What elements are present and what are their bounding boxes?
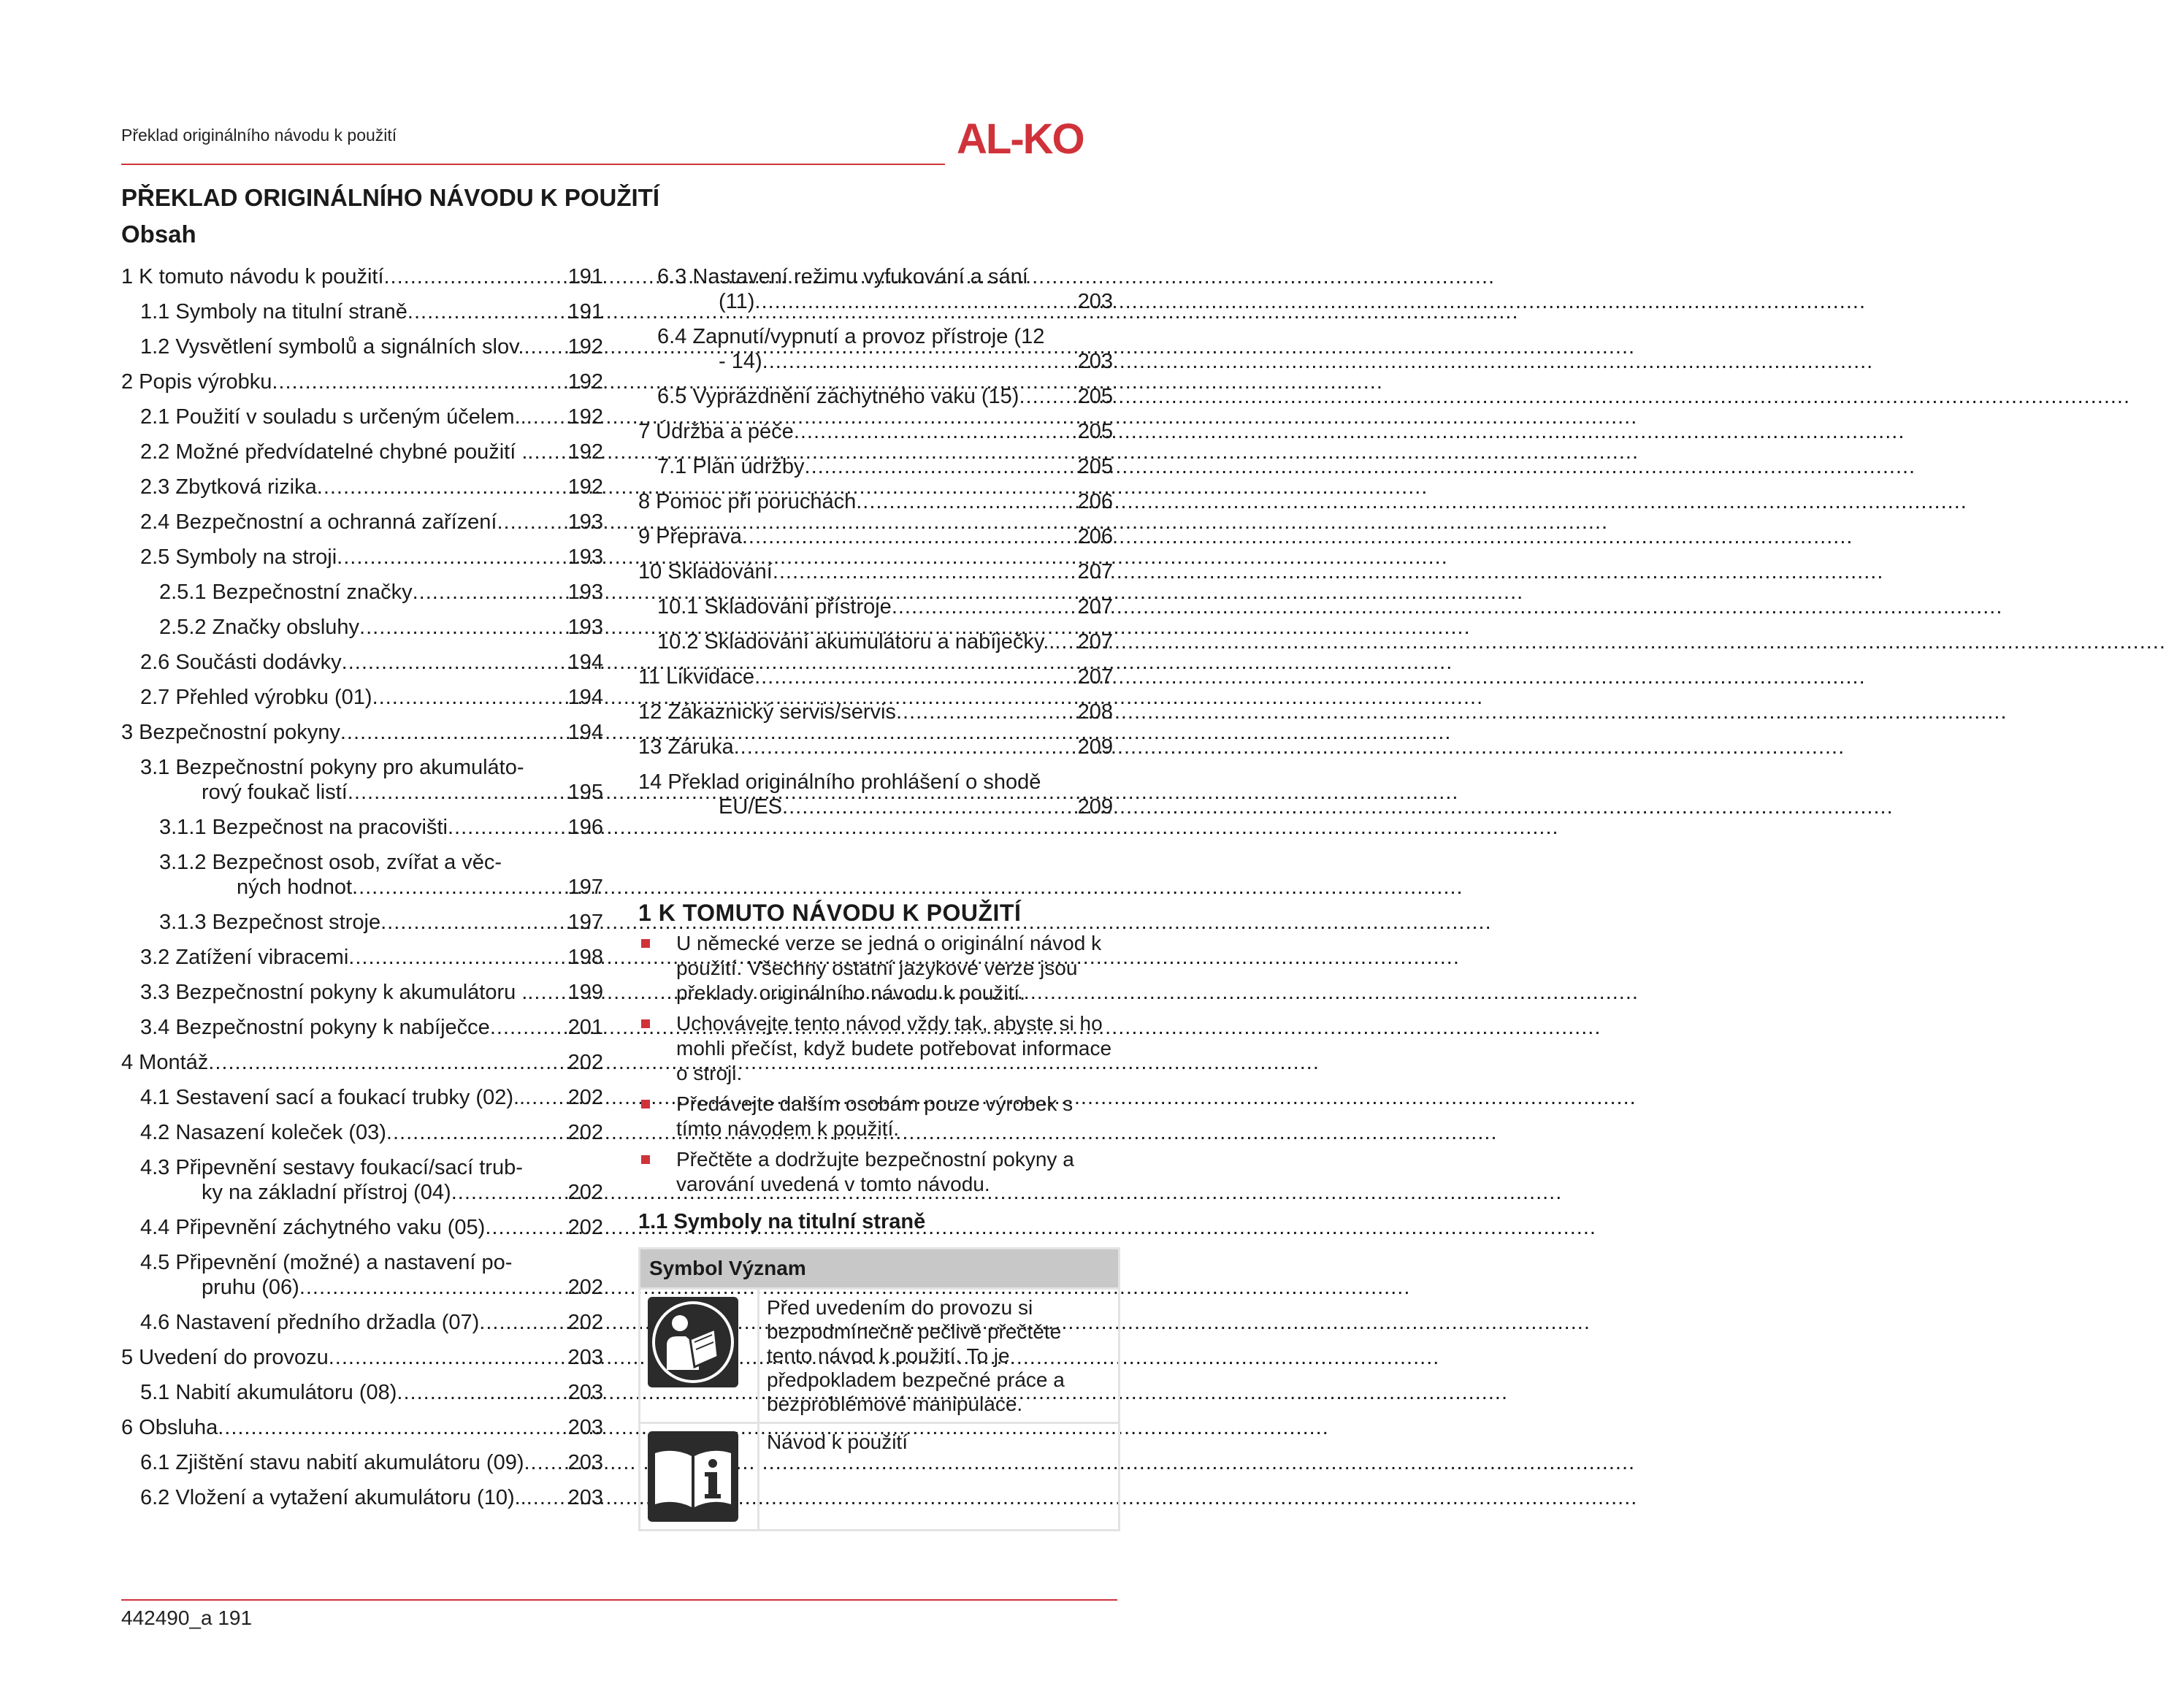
toc-page-number: 193: [567, 510, 603, 534]
toc-entry-label: 3 Bezpečnostní pokyny: [121, 721, 340, 744]
toc-entry[interactable]: [638, 384, 1113, 409]
toc-leader: [208, 1050, 567, 1075]
toc-leader: [754, 665, 1078, 689]
toc-page-number: 194: [567, 721, 603, 744]
toc-entry[interactable]: [121, 1380, 603, 1405]
toc-leader: [413, 580, 568, 605]
toc-entry-label: 9 Přeprava: [638, 525, 742, 548]
toc-entry-label: 4.3 Připevnění sestavy foukací/sací trub-: [140, 1156, 523, 1179]
toc-leader: [272, 369, 567, 394]
toc-entry-label: ky na základní přístroj (04): [202, 1181, 451, 1204]
toc-page-number: 205: [1077, 455, 1113, 478]
meaning-cell: Návod k použití: [759, 1423, 1120, 1531]
toc-entry-label: 3.4 Bezpečnostní pokyny k nabíječce: [140, 1016, 490, 1039]
toc-entry[interactable]: [638, 324, 1113, 374]
toc-leader: [1019, 384, 1077, 409]
toc-leader: [218, 1415, 567, 1440]
toc-entry[interactable]: [121, 980, 603, 1005]
toc-page-number: 203: [567, 1486, 603, 1509]
toc-entry-label: 3.1.1 Bezpečnost na pracovišti: [159, 816, 448, 839]
toc-entry-label: 8 Pomoc při poruchách: [638, 490, 857, 513]
toc-leader: [359, 615, 568, 640]
toc-entry-label: 6.2 Vložení a vytažení akumulátoru (10)..: [140, 1486, 527, 1509]
toc-leader: [352, 875, 568, 900]
toc-entry[interactable]: [121, 755, 603, 805]
toc-page-number: 205: [1077, 385, 1113, 408]
toc-leader: [342, 650, 568, 675]
toc-page-number: 207: [1077, 560, 1113, 583]
toc-entry-label: 3.3 Bezpečnostní pokyny k akumulátoru .: [140, 981, 528, 1004]
toc-leader: [527, 1485, 568, 1510]
toc-page-number: 194: [567, 651, 603, 674]
toc-entry-label: 2 Popis výrobku: [121, 370, 272, 394]
toc-entry-label: 1 K tomuto návodu k použití: [121, 265, 384, 288]
toc-page-number: 192: [567, 405, 603, 429]
toc-entry-label: 1.2 Vysvětlení symbolů a signálních slov.: [140, 335, 524, 359]
page-footer: [121, 1606, 252, 1630]
toc-entry[interactable]: [121, 334, 603, 359]
toc-leader: [397, 1380, 567, 1405]
bullet-item: Uchovávejte tento návod vždy tak, abyste si ho mohli přečíst, když budete potřebovat informace o stroji.: [638, 1011, 1120, 1086]
toc-page-number: 202: [567, 1216, 603, 1239]
read-manual-icon: [648, 1297, 738, 1387]
toc-page-number: 194: [567, 686, 603, 709]
toc-entry-label: 4 Montáž: [121, 1051, 209, 1074]
toc-entry[interactable]: [121, 945, 603, 970]
toc-page-number: 203: [567, 1451, 603, 1474]
toc-leader: [386, 1120, 568, 1145]
toc-page-number: 192: [567, 475, 603, 499]
bullet-square-icon: [641, 1100, 650, 1108]
symbol-table: [638, 1247, 1120, 1531]
bullet-square-icon: [641, 1019, 650, 1028]
toc-entry[interactable]: [638, 735, 1113, 759]
toc-entry-label: 2.7 Přehled výrobku (01): [140, 686, 372, 709]
toc-page-number: 208: [1077, 700, 1113, 724]
toc-entry[interactable]: [121, 1085, 603, 1110]
toc-entry[interactable]: [121, 299, 603, 324]
doc-number: 442490_a: [121, 1606, 213, 1629]
toc-page-number: 206: [1077, 490, 1113, 513]
toc-page-number: 209: [1077, 735, 1113, 759]
toc-entry-label: 2.3 Zbytková rizika: [140, 475, 317, 499]
table-header: Symbol Význam: [640, 1249, 1120, 1289]
toc-leader: [348, 780, 568, 805]
table-row: [640, 1289, 1120, 1423]
toc-entry[interactable]: [121, 1050, 603, 1075]
toc-entry-label: 3.1.3 Bezpečnost stroje: [159, 911, 381, 934]
toc-entry[interactable]: [121, 815, 603, 840]
bullet-list: [638, 931, 1120, 1197]
toc-entry[interactable]: [121, 264, 603, 289]
toc-page-number: 192: [567, 440, 603, 464]
toc-page-number: 197: [567, 911, 603, 934]
toc-entry-label: 1.1 Symboly na titulní straně: [140, 300, 407, 323]
toc-page-number: 198: [567, 946, 603, 969]
subsection-heading: 1.1 Symboly na titulní straně: [638, 1210, 926, 1233]
page-number: 191: [218, 1606, 253, 1629]
footer-rule: [121, 1599, 1117, 1601]
toc-entry[interactable]: [121, 910, 603, 935]
toc-entry-label: ných hodnot: [237, 876, 353, 899]
toc-entry-label: 2.5 Symboly na stroji: [140, 545, 337, 569]
toc-page-number: 202: [567, 1311, 603, 1334]
toc-entry[interactable]: [638, 559, 1113, 584]
toc-page-number: 206: [1077, 525, 1113, 548]
toc-leader: [805, 454, 1078, 479]
toc-entry[interactable]: [121, 685, 603, 710]
toc-entry[interactable]: [121, 1155, 603, 1205]
toc-entry-label: 13 Záruka: [638, 735, 734, 759]
toc-entry[interactable]: [638, 770, 1113, 819]
toc-page-number: 191: [567, 300, 603, 323]
toc-entry-label: 2.4 Bezpečnostní a ochranná zařízení: [140, 510, 497, 534]
toc-entry[interactable]: [121, 580, 603, 605]
toc-entry-label: EU/ES: [719, 795, 783, 819]
toc-leader: [497, 510, 567, 535]
toc-entry[interactable]: [121, 850, 603, 900]
toc-entry[interactable]: [121, 405, 603, 429]
toc-entry-label: 11 Likvidace: [638, 665, 755, 689]
toc-leader: [384, 264, 568, 289]
bullet-item: U německé verze se jedná o originální návod k použití. Všechny ostatní jazykové verze jsou překlady originálního návodu k použití.: [638, 931, 1120, 1006]
toc-entry-label: pruhu (06): [202, 1276, 299, 1299]
toc-entry-label: (11): [719, 290, 755, 313]
table-header-row: [640, 1249, 1120, 1289]
toc-entry[interactable]: [121, 545, 603, 570]
toc-entry-label: 3.2 Zatížení vibracemi: [140, 946, 349, 969]
toc-leader: [782, 794, 1078, 819]
symbol-cell: [640, 1423, 759, 1531]
toc-entry-label: 7 Údržba a péče: [638, 420, 794, 443]
toc-leader: [754, 289, 1077, 314]
toc-page-number: 202: [567, 1086, 603, 1109]
toc-entry-label: 4.5 Připevnění (možné) a nastavení po-: [140, 1251, 513, 1274]
toc-leader: [448, 815, 568, 840]
toc-entry-label: 14 Překlad originálního prohlášení o shodě: [638, 770, 1041, 794]
toc-page-number: 203: [567, 1416, 603, 1439]
toc-entry[interactable]: [638, 524, 1113, 549]
toc-entry[interactable]: [121, 1015, 603, 1040]
toc-page-number: 207: [1077, 665, 1113, 689]
toc-entry[interactable]: [638, 454, 1113, 479]
svg-text:AL-KO: AL-KO: [957, 115, 1084, 163]
toc-page-number: 199: [567, 981, 603, 1004]
toc-page-number: 203: [1077, 350, 1113, 373]
toc-entry[interactable]: [121, 510, 603, 535]
toc-entry-label: 12 Zákaznický servis/servis: [638, 700, 896, 724]
toc-entry-label: 10.2 Skladování akumulátoru a nabíječky..: [657, 630, 1055, 654]
toc-leader: [348, 945, 567, 970]
toc-entry-label: 4.2 Nasazení koleček (03): [140, 1121, 386, 1144]
toc-entry-label: 10 Skladování: [638, 560, 773, 583]
toc-leader: [527, 405, 568, 429]
toc-entry-label: 6.1 Zjištění stavu nabití akumulátoru (09): [140, 1451, 524, 1474]
toc-page-number: 202: [567, 1051, 603, 1074]
toc-leader: [794, 419, 1078, 444]
toc-entry-label: 6 Obsluha: [121, 1416, 218, 1439]
meaning-cell: Před uvedením do provozu si bezpodmínečně pečlivě přečtěte tento návod k použití. To je předpokladem bezpečné práce a bezproblémové manipulace.: [759, 1289, 1120, 1423]
toc-heading: Obsah: [121, 221, 196, 248]
toc-entry-label: 4.6 Nastavení předního držadla (07): [140, 1311, 480, 1334]
toc-entry-label: 3.1 Bezpečnostní pokyny pro akumuláto-: [140, 756, 524, 779]
toc-page-number: 205: [1077, 420, 1113, 443]
toc-leader: [742, 524, 1078, 549]
toc-page-number: 193: [567, 581, 603, 604]
toc-entry-label: 7.1 Plán údržby: [657, 455, 805, 478]
manual-info-icon: [648, 1431, 738, 1522]
toc-entry[interactable]: [121, 720, 603, 745]
toc-entry-label: 2.2 Možné předvídatelné chybné použití .: [140, 440, 528, 464]
toc-leader: [856, 489, 1077, 514]
toc-entry[interactable]: [121, 650, 603, 675]
alko-logo: [957, 117, 1117, 161]
toc-page-number: 202: [567, 1276, 603, 1299]
toc-entry-label: - 14): [719, 350, 762, 373]
toc-leader: [340, 720, 568, 745]
toc-entry[interactable]: [121, 1485, 603, 1510]
toc-page-number: 203: [567, 1381, 603, 1404]
toc-page-number: 196: [567, 816, 603, 839]
toc-page-number: 193: [567, 616, 603, 639]
toc-page-number: 192: [567, 335, 603, 359]
running-header: Překlad originálního návodu k použití: [121, 126, 397, 145]
symbol-cell: [640, 1289, 759, 1423]
toc-entry[interactable]: [638, 264, 1113, 314]
toc-entry[interactable]: [121, 1415, 603, 1440]
toc-entry[interactable]: [121, 1250, 603, 1300]
toc-entry[interactable]: [121, 1345, 603, 1370]
toc-leader: [524, 334, 567, 359]
toc-page-number: 201: [567, 1016, 603, 1039]
toc-leader: [527, 980, 567, 1005]
toc-entry-label: 6.4 Zapnutí/vypnutí a provoz přístroje (12: [657, 325, 1045, 348]
toc-page-number: 209: [1077, 795, 1113, 819]
toc-entry-label: 3.1.2 Bezpečnost osob, zvířat a věc-: [159, 851, 502, 874]
toc-entry[interactable]: [121, 615, 603, 640]
toc-leader: [485, 1215, 567, 1240]
toc-entry[interactable]: [638, 700, 1113, 724]
toc-page-number: 202: [567, 1121, 603, 1144]
toc-page-number: 203: [567, 1346, 603, 1369]
toc-page-number: 192: [567, 370, 603, 394]
toc-leader: [762, 349, 1078, 374]
toc-leader: [490, 1015, 568, 1040]
header-rule: [121, 164, 945, 165]
toc-page-number: 193: [567, 545, 603, 569]
toc-page-number: 197: [567, 876, 603, 899]
toc-leader: [317, 475, 568, 499]
toc-leader: [773, 559, 1078, 584]
toc-entry[interactable]: [638, 419, 1113, 444]
toc-leader: [525, 1085, 568, 1110]
toc-left-column: [121, 264, 603, 1520]
toc-entry-label: 5 Uvedení do provozu: [121, 1346, 329, 1369]
toc-leader: [329, 1345, 568, 1370]
toc-leader: [479, 1310, 567, 1335]
toc-right-column: [638, 264, 1113, 830]
toc-leader: [892, 594, 1078, 619]
document-title: PŘEKLAD ORIGINÁLNÍHO NÁVODU K POUŽITÍ: [121, 184, 660, 211]
toc-entry[interactable]: [121, 440, 603, 464]
toc-leader: [734, 735, 1078, 759]
toc-entry-label: 2.6 Součásti dodávky: [140, 651, 342, 674]
bullet-item: Předávejte dalším osobám pouze výrobek s tímto návodem k použití.: [638, 1092, 1120, 1141]
toc-page-number: 195: [567, 781, 603, 804]
toc-leader: [380, 910, 568, 935]
toc-entry[interactable]: [121, 475, 603, 499]
section-heading: 1 K TOMUTO NÁVODU K POUŽITÍ: [638, 900, 1022, 926]
toc-entry-label: 4.1 Sestavení sací a foukací trubky (02)..: [140, 1086, 526, 1109]
toc-leader: [451, 1180, 568, 1205]
toc-entry[interactable]: [121, 1120, 603, 1145]
toc-entry-label: 2.5.2 Značky obsluhy: [159, 616, 360, 639]
toc-entry-label: 5.1 Nabití akumulátoru (08): [140, 1381, 397, 1404]
table-row: [640, 1423, 1120, 1531]
toc-entry[interactable]: [638, 665, 1113, 689]
toc-entry-label: rový foukač listí: [202, 781, 348, 804]
toc-entry[interactable]: [638, 629, 1113, 654]
toc-leader: [407, 299, 568, 324]
toc-leader: [524, 1450, 567, 1475]
toc-page-number: 207: [1077, 595, 1113, 619]
toc-entry[interactable]: [121, 1310, 603, 1335]
bullet-square-icon: [641, 939, 650, 948]
toc-entry[interactable]: [121, 369, 603, 394]
toc-entry-label: 4.4 Připevnění záchytného vaku (05): [140, 1216, 486, 1239]
toc-entry-label: 10.1 Skladování přístroje: [657, 595, 892, 619]
toc-page-number: 203: [1077, 290, 1113, 313]
toc-entry[interactable]: [121, 1215, 603, 1240]
toc-entry-label: 2.5.1 Bezpečnostní značky: [159, 581, 413, 604]
section-about-manual: [638, 900, 1120, 1531]
toc-page-number: 191: [567, 265, 603, 288]
toc-entry-label: 6.5 Vyprázdnění záchytného vaku (15): [657, 385, 1019, 408]
toc-leader: [299, 1275, 568, 1300]
toc-page-number: 207: [1077, 630, 1113, 654]
toc-entry[interactable]: [638, 594, 1113, 619]
toc-leader: [372, 685, 568, 710]
toc-leader: [1055, 629, 1077, 654]
bullet-square-icon: [641, 1155, 650, 1164]
toc-page-number: 202: [567, 1181, 603, 1204]
toc-leader: [337, 545, 567, 570]
toc-entry-label: 6.3 Nastavení režimu vyfukování a sání: [657, 265, 1028, 288]
toc-entry[interactable]: [121, 1450, 603, 1475]
toc-leader: [896, 700, 1078, 724]
bullet-item: Přečtěte a dodržujte bezpečnostní pokyny a varování uvedená v tomto návodu.: [638, 1147, 1120, 1197]
toc-entry[interactable]: [638, 489, 1113, 514]
toc-leader: [527, 440, 567, 464]
toc-entry-label: 2.1 Použití v souladu s určeným účelem..: [140, 405, 527, 429]
